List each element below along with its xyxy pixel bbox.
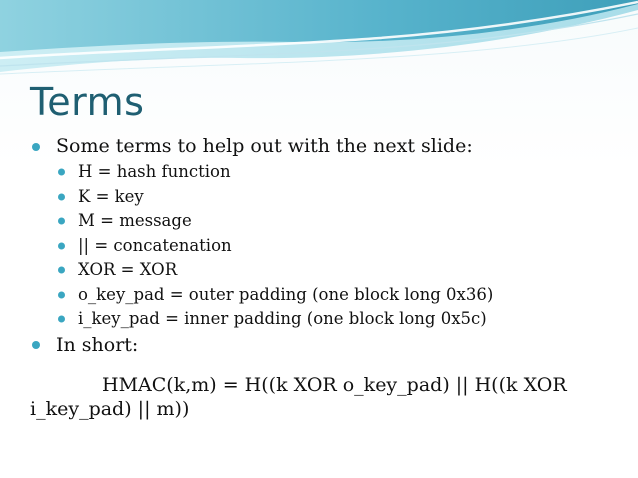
list-item [56,311,620,328]
term-xor: XOR = XOR [78,260,178,279]
bullet-dot-icon [58,267,65,274]
term-o-key-pad: o_key_pad = outer padding (one block long 0x36) [78,284,494,304]
term-hash: H = hash function [78,162,231,181]
bullet-dot-icon [58,218,65,225]
term-concatenation: || = concatenation [78,235,232,255]
bullet-dot-icon [58,291,65,298]
intro-text: Some terms to help out with the next slide: [56,135,473,157]
list-item [30,137,620,156]
list-item [56,164,620,181]
list-item [56,284,620,304]
bullet-dot-icon [32,143,40,151]
list-item [56,262,620,279]
bullet-dot-icon [58,193,65,200]
list-item [56,186,620,206]
slide-title: Terms [30,80,145,124]
in-short-label: In short: [56,333,139,356]
bullet-dot-icon [58,169,65,176]
list-item [56,235,620,255]
term-i-key-pad: i_key_pad = inner padding (one block long 0x5c) [78,309,487,328]
list-item [56,213,620,230]
list-item [30,333,620,356]
bullet-dot-icon [58,316,65,323]
term-key: K = key [78,186,144,206]
bullet-dot-icon [58,242,65,249]
bullet-dot-icon [32,341,40,349]
hmac-formula: HMAC(k,m) = H((k XOR o_key_pad) || H((k XOR i_key_pad) || m)) [30,374,567,420]
term-message: M = message [78,211,192,230]
terms-list [30,137,620,363]
